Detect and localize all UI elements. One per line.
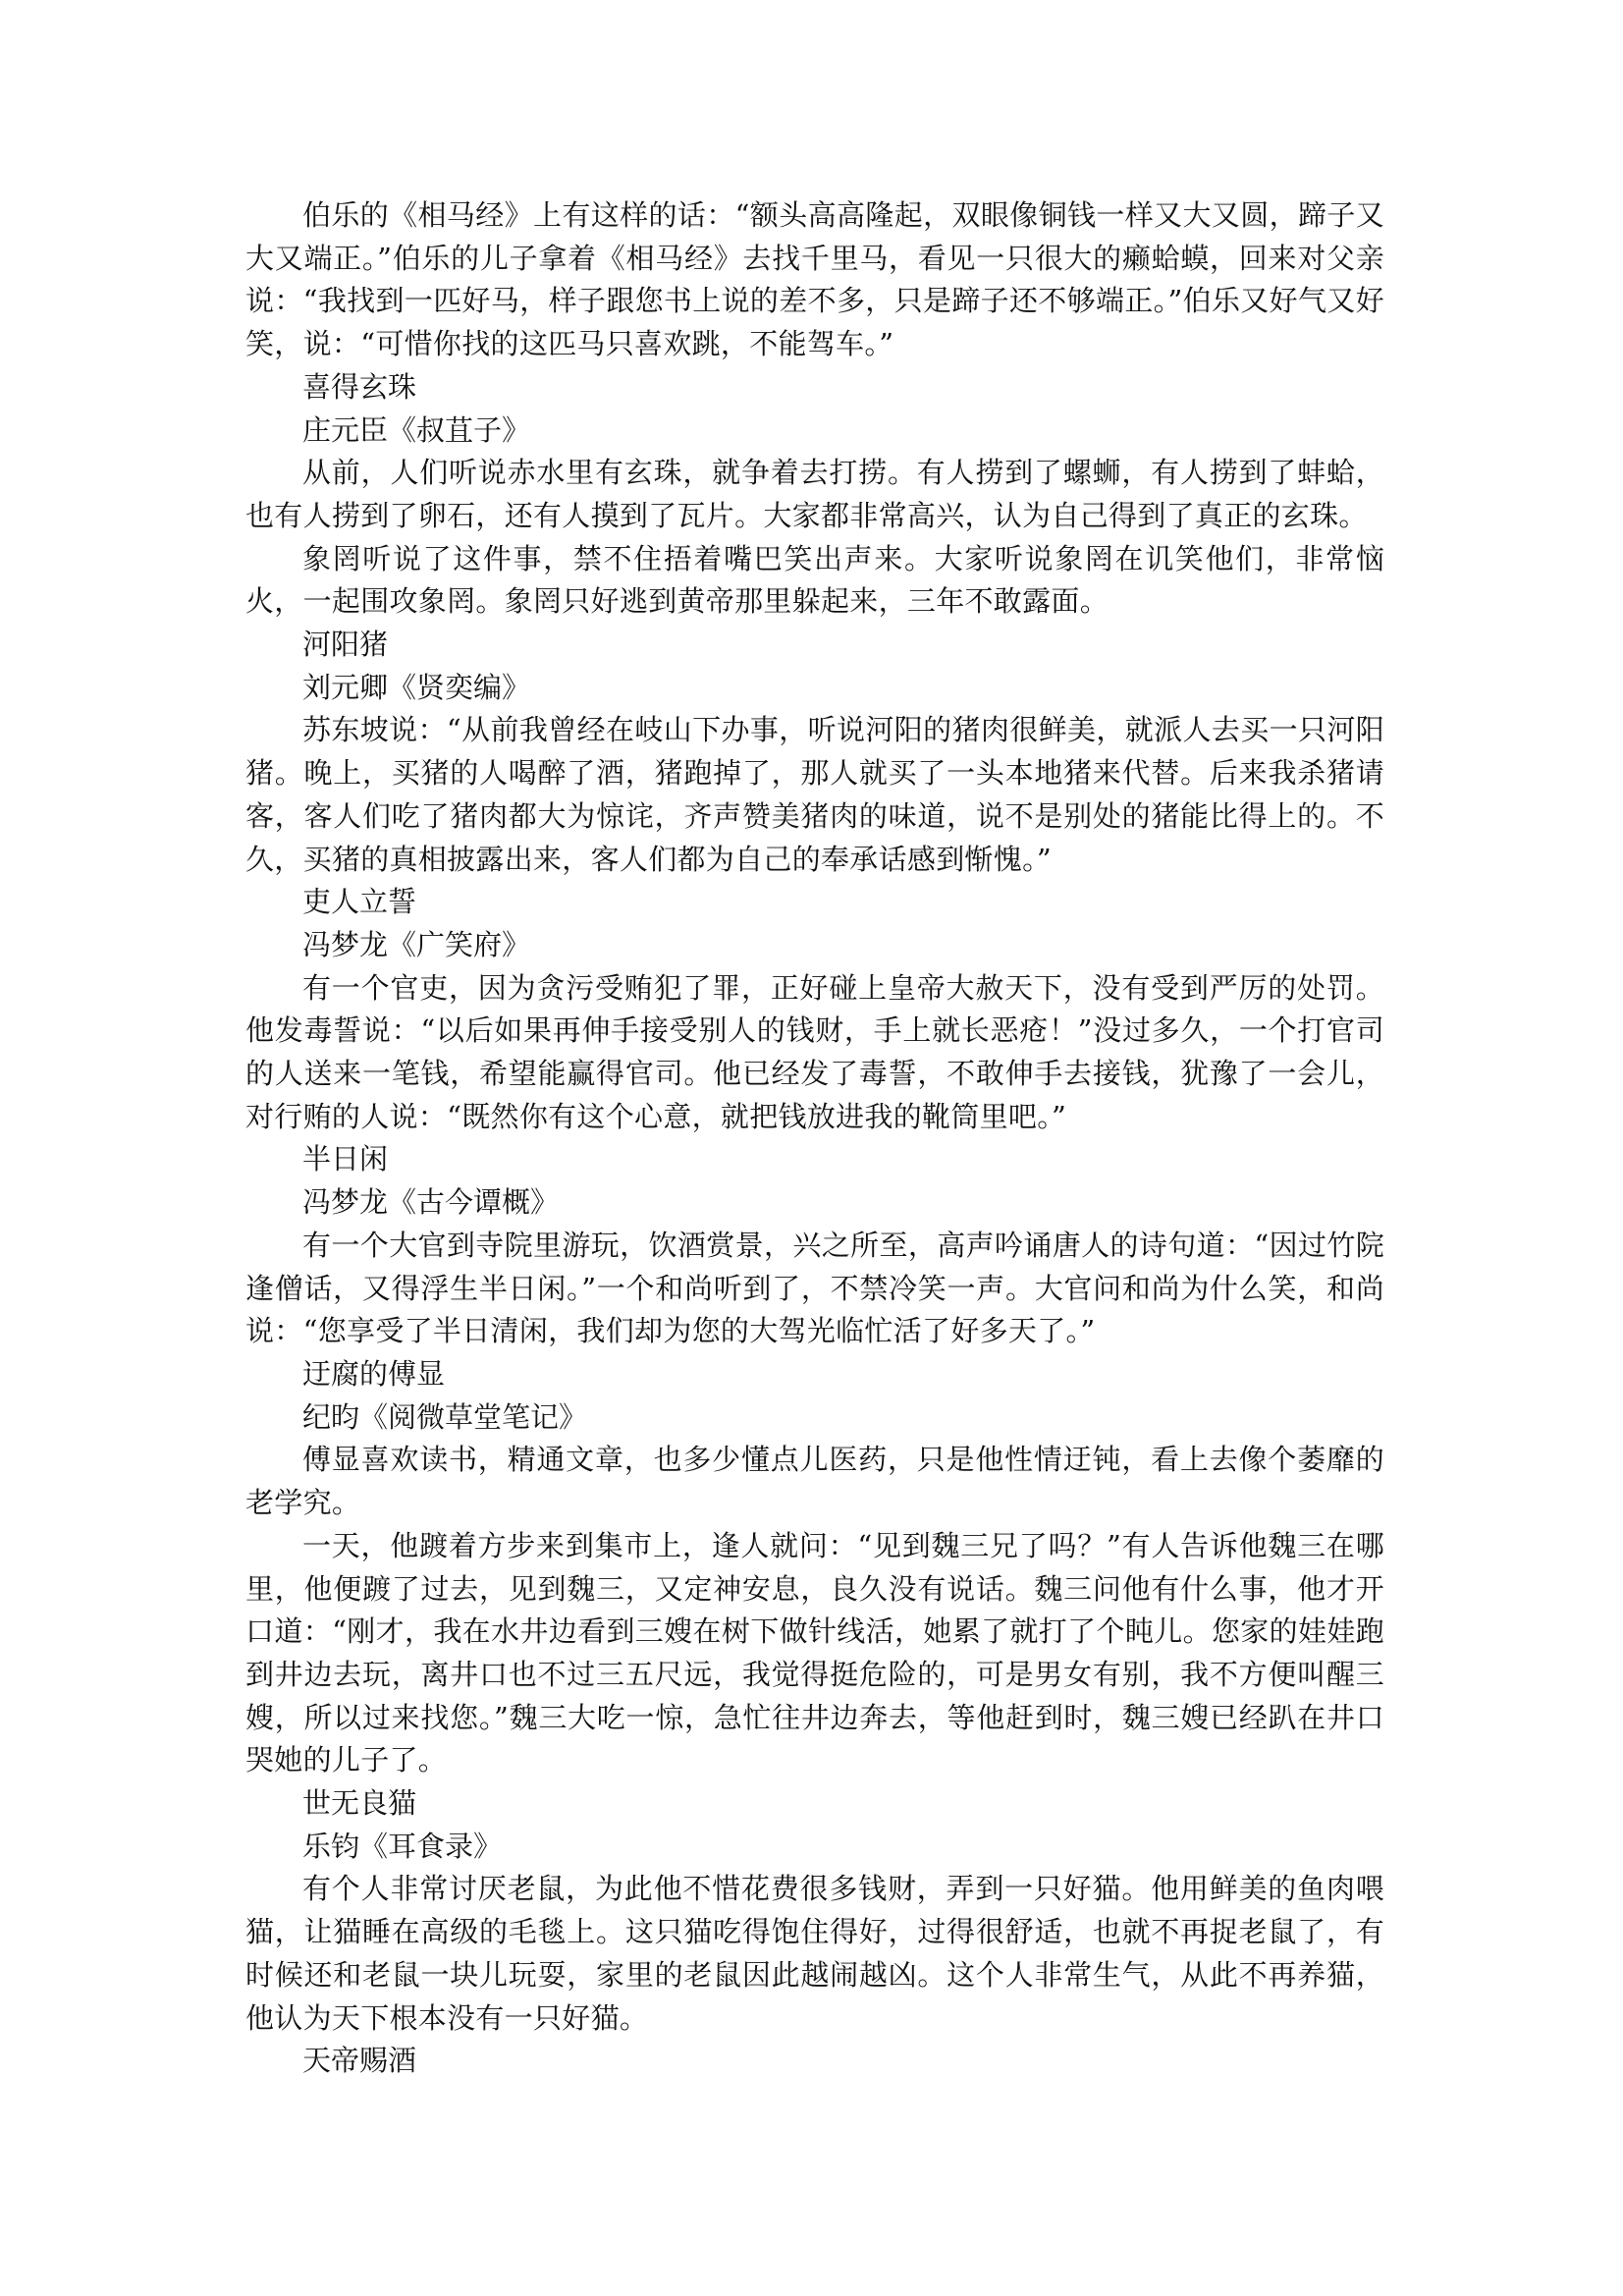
- story-title-heavenly-wine: 天帝赐酒: [302, 2044, 417, 2078]
- story-source-shujuzi: 庄元臣《叔苴子》: [302, 412, 531, 447]
- story-source-guangxiaofu: 冯梦龙《广笑府》: [302, 927, 531, 961]
- paragraph-fuxian-1: 傅显喜欢读书，精通文章，也多少懂点儿医药，只是他性情迂钝，看上去像个萎靡的老学究。: [245, 1443, 1384, 1520]
- paragraph-xuanzhu-2: 象罔听说了这件事，禁不住捂着嘴巴笑出声来。大家听说象罔在讥笑他们，非常恼火，一起围攻象罔。象罔只好逃到黄帝那里躲起来，三年不敢露面。: [245, 541, 1384, 619]
- story-title-half-day: 半日闲: [302, 1142, 389, 1176]
- story-title-fuxian: 迂腐的傅显: [302, 1356, 446, 1391]
- story-title-official-oath: 吏人立誓: [302, 885, 417, 919]
- paragraph-half-day: 有一个大官到寺院里游玩，饮酒赏景，兴之所至，高声吟诵唐人的诗句道：“因过竹院逢僧话，又得浮生半日闲。”一个和尚听到了，不禁冷笑一声。大官问和尚为什么笑，和尚说：“您享受了半日清闲，我们却为您的大驾光临忙活了好多天了。”: [245, 1228, 1384, 1348]
- paragraph-xuanzhu-1: 从前，人们听说赤水里有玄珠，就争着去打捞。有人捞到了螺蛳，有人捞到了蚌蛤，也有人捞到了卵石，还有人摸到了瓦片。大家都非常高兴，认为自己得到了真正的玄珠。: [245, 456, 1384, 532]
- story-source-gujintangai: 冯梦龙《古今谭概》: [302, 1185, 560, 1220]
- story-source-yueweicaotang: 纪昀《阅微草堂笔记》: [302, 1399, 588, 1434]
- story-source-xianyibian: 刘元卿《贤奕编》: [302, 670, 531, 704]
- paragraph-official-oath: 有一个官吏，因为贪污受贿犯了罪，正好碰上皇帝大赦天下，没有受到严厉的处罚。他发毒誓说：“以后如果再伸手接受别人的钱财，手上就长恶疮！”没过多久，一个打官司的人送来一笔钱，希望能赢得官司。他已经发了毒誓，不敢伸手去接钱，犹豫了一会儿，对行贿的人说：“既然你有这个心意，就把钱放进我的靴筒里吧。”: [245, 970, 1384, 1133]
- document-page: [245, 194, 1384, 2083]
- story-title-xuanzhu: 喜得玄珠: [302, 369, 417, 404]
- paragraph-fuxian-2: 一天，他踱着方步来到集市上，逢人就问：“见到魏三兄了吗？”有人告诉他魏三在哪里，他便踱了过去，见到魏三，又定神安息，良久没有说话。魏三问他有什么事，他才开口道：“刚才，我在水井边看到三嫂在树下做针线活，她累了就打了个盹儿。您家的娃娃跑到井边去玩，离井口也不过三五尺远，我觉得挺危险的，可是男女有别，我不方便叫醒三嫂，所以过来找您。”魏三大吃一惊，急忙往井边奔去，等他赶到时，魏三嫂已经趴在井口哭她的儿子了。: [245, 1528, 1384, 1777]
- paragraph-heyang-pig: 苏东坡说：“从前我曾经在岐山下办事，听说河阳的猪肉很鲜美，就派人去买一只河阳猪。晚上，买猪的人喝醉了酒，猪跑掉了，那人就买了一头本地猪来代替。后来我杀猪请客，客人们吃了猪肉都大为惊诧，齐声赞美猪肉的味道，说不是别处的猪能比得上的。不久，买猪的真相披露出来，客人们都为自己的奉承话感到惭愧。”: [245, 713, 1384, 876]
- story-title-good-cat: 世无良猫: [302, 1786, 417, 1821]
- story-title-heyang-pig: 河阳猪: [302, 628, 389, 662]
- paragraph-good-cat: 有个人非常讨厌老鼠，为此他不惜花费很多钱财，弄到一只好猫。他用鲜美的鱼肉喂猫，让猫睡在高级的毛毯上。这只猫吃得饱住得好，过得很舒适，也就不再捉老鼠了，有时候还和老鼠一块儿玩耍，家里的老鼠因此越闹越凶。这个人非常生气，从此不再养猫，他认为天下根本没有一只好猫。: [245, 1872, 1384, 2035]
- story-source-ershilu: 乐钧《耳食录》: [302, 1829, 503, 1863]
- paragraph-bole-horse: 伯乐的《相马经》上有这样的话：“额头高高隆起，双眼像铜钱一样又大又圆，蹄子又大又端正。”伯乐的儿子拿着《相马经》去找千里马，看见一只很大的癞蛤蟆，回来对父亲说：“我找到一匹好马，样子跟您书上说的差不多，只是蹄子还不够端正。”伯乐又好气又好笑，说：“可惜你找的这匹马只喜欢跳，不能驾车。”: [245, 198, 1384, 361]
